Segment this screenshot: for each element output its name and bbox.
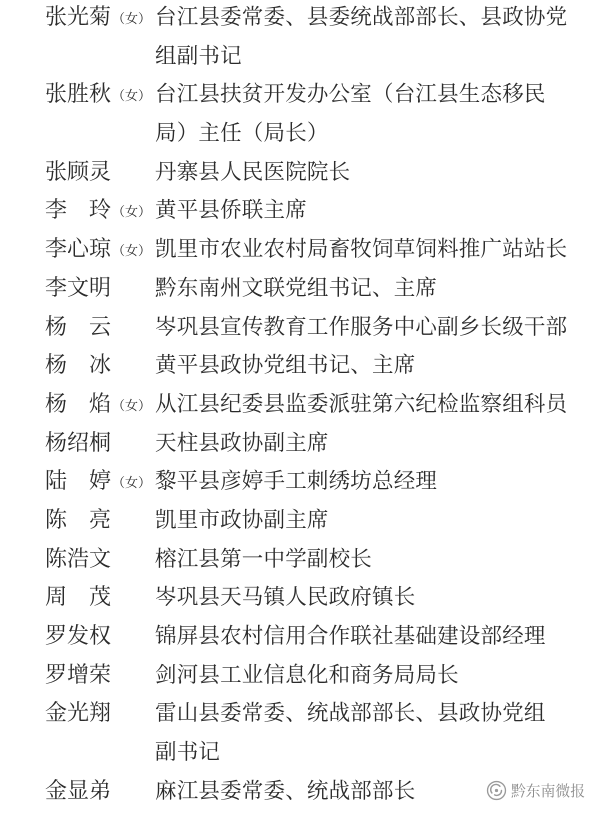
person-name: 杨 焰 bbox=[45, 391, 112, 417]
gender-note: （女） bbox=[112, 476, 152, 492]
person-name: 金光翔 bbox=[45, 701, 112, 727]
position-title bbox=[155, 386, 585, 425]
person-name: 李心琼 bbox=[45, 237, 112, 263]
position-title bbox=[155, 463, 585, 502]
position-title bbox=[155, 347, 585, 386]
watermark-text: 黔东南微报 bbox=[511, 782, 585, 800]
person-name: 陈 亮 bbox=[45, 507, 112, 533]
position-line: 副书记 bbox=[155, 740, 221, 766]
person-name: 杨 冰 bbox=[45, 353, 112, 379]
name-cell bbox=[45, 657, 155, 696]
person-name: 张胜秋 bbox=[45, 82, 112, 108]
name-cell bbox=[45, 270, 155, 309]
position-line: 雷山县委常委、统战部部长、县政协党组 bbox=[155, 701, 546, 727]
name-cell bbox=[45, 347, 155, 386]
person-name: 罗发权 bbox=[45, 624, 112, 649]
list-item bbox=[45, 618, 585, 657]
position-line: 局）主任（局长） bbox=[155, 121, 329, 147]
position-title bbox=[155, 425, 585, 464]
position-line: 台江县委常委、县委统战部部长、县政协党 bbox=[155, 5, 568, 30]
list-item bbox=[45, 502, 585, 541]
name-cell bbox=[45, 76, 155, 115]
position-line: 凯里市政协副主席 bbox=[155, 507, 329, 533]
person-name: 杨 云 bbox=[45, 314, 112, 340]
person-name: 周 茂 bbox=[45, 585, 112, 611]
personnel-list bbox=[45, 0, 585, 811]
position-line: 从江县纪委县监委派驻第六纪检监察组科员 bbox=[155, 391, 568, 417]
list-item bbox=[45, 231, 585, 270]
gender-note: （女） bbox=[112, 398, 152, 414]
name-cell bbox=[45, 773, 155, 812]
list-item bbox=[45, 463, 585, 502]
list-item bbox=[45, 0, 585, 76]
position-title bbox=[155, 270, 585, 309]
name-cell bbox=[45, 463, 155, 502]
gender-note: （女） bbox=[112, 205, 152, 221]
name-cell bbox=[45, 502, 155, 541]
position-line: 岑巩县宣传教育工作服务中心副乡长级干部 bbox=[155, 314, 568, 340]
list-item bbox=[45, 386, 585, 425]
position-line: 组副书记 bbox=[155, 43, 242, 69]
position-line: 黎平县彦婷手工刺绣坊总经理 bbox=[155, 469, 438, 495]
person-name: 杨绍桐 bbox=[45, 430, 112, 456]
name-cell bbox=[45, 695, 155, 734]
name-cell bbox=[45, 425, 155, 464]
list-item bbox=[45, 425, 585, 464]
position-line: 天柱县政协副主席 bbox=[155, 430, 329, 456]
position-line: 凯里市农业农村局畜牧饲草饲料推广站站长 bbox=[155, 237, 568, 263]
person-name: 罗增荣 bbox=[45, 662, 112, 688]
person-name: 张顾灵 bbox=[45, 159, 112, 185]
person-name: 金显弟 bbox=[45, 778, 112, 804]
position-title bbox=[155, 154, 585, 193]
list-item bbox=[45, 192, 585, 231]
name-cell bbox=[45, 579, 155, 618]
list-item bbox=[45, 309, 585, 348]
list-item bbox=[45, 347, 585, 386]
list-item bbox=[45, 657, 585, 696]
person-name: 李 玲 bbox=[45, 198, 112, 224]
position-title bbox=[155, 657, 585, 696]
position-line: 黄平县政协党组书记、主席 bbox=[155, 353, 416, 379]
list-item bbox=[45, 541, 585, 580]
list-item bbox=[45, 695, 585, 772]
gender-note: （女） bbox=[112, 89, 152, 105]
person-name: 陆 婷 bbox=[45, 469, 112, 495]
position-line: 榕江县第一中学副校长 bbox=[155, 546, 373, 572]
gender-note: （女） bbox=[112, 244, 152, 260]
position-line: 岑巩县天马镇人民政府镇长 bbox=[155, 585, 416, 611]
position-line: 锦屏县农村信用合作联社基础建设部经理 bbox=[155, 624, 546, 649]
position-title bbox=[155, 541, 585, 580]
list-item bbox=[45, 270, 585, 309]
position-title bbox=[155, 695, 585, 772]
position-line: 麻江县委常委、统战部部长 bbox=[155, 778, 416, 804]
name-cell bbox=[45, 154, 155, 193]
name-cell bbox=[45, 192, 155, 231]
list-item bbox=[45, 579, 585, 618]
name-cell bbox=[45, 386, 155, 425]
person-name: 陈浩文 bbox=[45, 546, 112, 572]
position-line: 丹寨县人民医院院长 bbox=[155, 159, 351, 185]
list-item bbox=[45, 154, 585, 193]
position-line: 黔东南州文联党组书记、主席 bbox=[155, 275, 438, 301]
wechat-official-account-icon bbox=[486, 780, 507, 801]
name-cell bbox=[45, 309, 155, 348]
name-cell bbox=[45, 0, 155, 38]
position-line: 剑河县工业信息化和商务局局长 bbox=[155, 662, 459, 688]
name-cell bbox=[45, 231, 155, 270]
person-name: 张光菊 bbox=[45, 5, 112, 30]
position-line: 台江县扶贫开发办公室（台江县生态移民 bbox=[155, 82, 546, 108]
position-title bbox=[155, 231, 585, 270]
position-title bbox=[155, 502, 585, 541]
position-line: 黄平县侨联主席 bbox=[155, 198, 307, 224]
gender-note: （女） bbox=[112, 12, 152, 27]
list-item bbox=[45, 76, 585, 153]
position-title bbox=[155, 618, 585, 657]
position-title bbox=[155, 0, 585, 76]
watermark bbox=[486, 779, 585, 801]
position-title bbox=[155, 192, 585, 231]
position-title bbox=[155, 309, 585, 348]
position-title bbox=[155, 76, 585, 153]
name-cell bbox=[45, 541, 155, 580]
position-title bbox=[155, 579, 585, 618]
name-cell bbox=[45, 618, 155, 657]
person-name: 李文明 bbox=[45, 275, 112, 301]
